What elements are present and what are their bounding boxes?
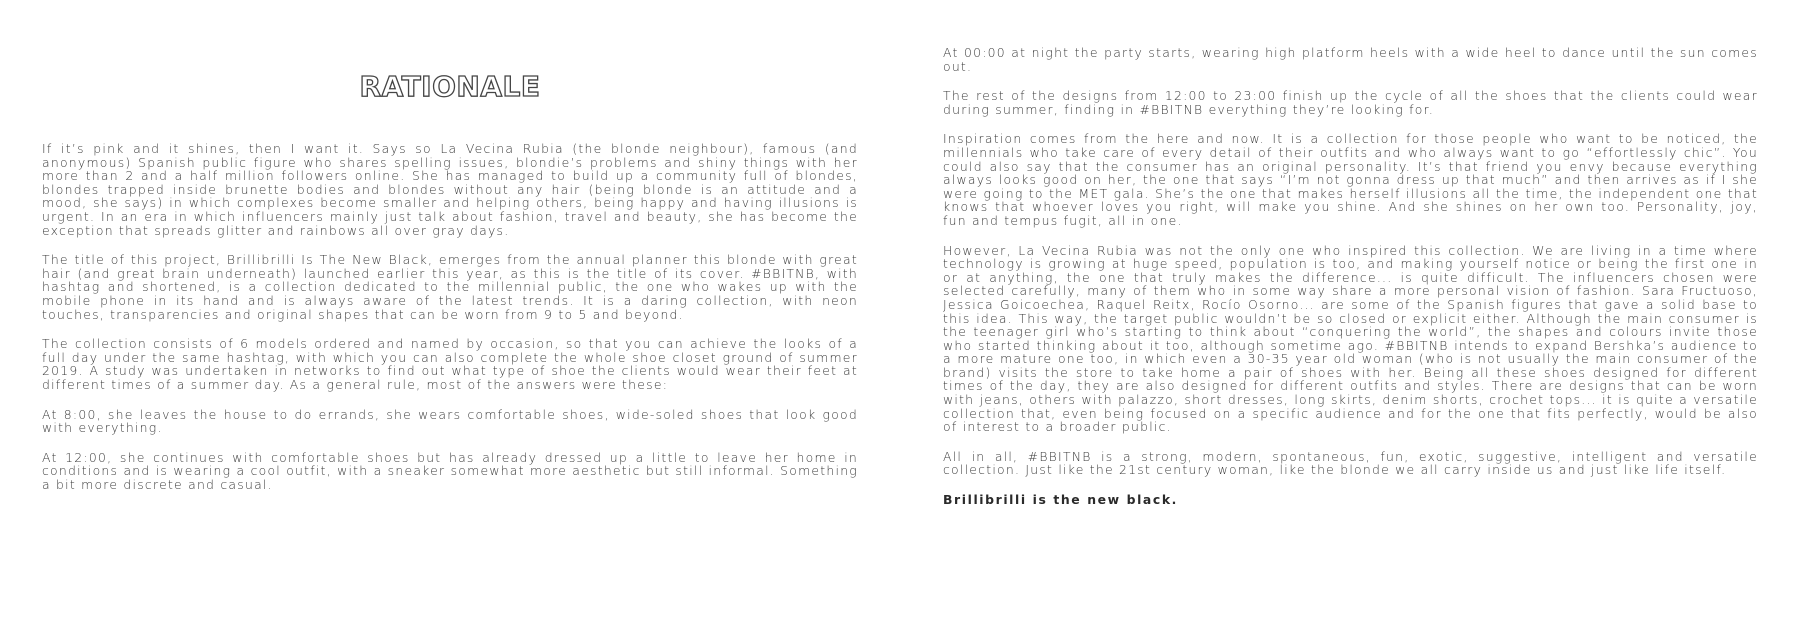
paragraph: If it’s pink and it shines, then I want it. Says so La Vecina Rubia (the blonde neighbour), famous (and anonymous) Spanish public figure who shares spelling issues, blondie’s problems and shiny things with her more than 2 and a half million followers online. She has managed to build up a community full of blondes, blondes trapped inside brunette bodies and blondes without any hair (being blonde is an attitude and a mood, she says) in which complexes become smaller and helping others, being happy and having illusions is urgent. In an era in which influencers mainly just talk about fashion, travel and beauty, she has become the exception that spreads glitter and rainbows all over gray days. xyxy=(42,141,858,238)
paragraph: At 00:00 at night the party starts, wearing high platform heels with a wide heel to dance until the sun comes out. xyxy=(943,45,1758,74)
paragraph: At 12:00, she continues with comfortable shoes but has already dressed up a little to leave her home in conditions and is wearing a cool outfit, with a sneaker somewhat more aesthetic but still informal. Something a bit more discrete and casual. xyxy=(42,449,858,492)
paragraph: The title of this project, Brillibrilli Is The New Black, emerges from the annual planner this blonde with great hair (and great brain underneath) launched earlier this year, as this is the title of its cover. #BBITNB, with hashtag and shortened, is a collection dedicated to the millennial public, the one who wakes up with the mobile phone in its hand and is always aware of the latest trends. It is a daring collection, with neon touches, transparencies and original shapes that can be worn from 9 to 5 and beyond. xyxy=(42,252,858,322)
paragraph: The collection consists of 6 models ordered and named by occasion, so that you can achieve the looks of a full day under the same hashtag, with which you can also complete the whole shoe closet ground of summer 2019. A study was undertaken in networks to find out what type of shoe the clients would wear their feet at different times of a summer day. As a general rule, most of the answers were these: xyxy=(42,336,858,392)
paragraph: Inspiration comes from the here and now. It is a collection for those people who want to be noticed, the millennials who take care of every detail of their outfits and who always want to go “effortlessly chic”. You could also say that the consumer has an original personality. It’s that friend you envy because everything always looks good on her, the one that says “I’m not gonna dress up that much” and then arrives as if I she were going to the MET gala. She’s the one that makes herself illusions all the time, the independent one that knows that whoever loves you right, will make you shine. And she shines on her own too. Personality, joy, fun and tempus fugit, all in one. xyxy=(943,131,1758,228)
paragraph: All in all, #BBITNB is a strong, modern, spontaneous, fun, exotic, suggestive, intelligent and versatile collection. Just like the 21st century woman, like the blonde we all carry inside us and just like life itself. xyxy=(943,448,1758,478)
paragraph: At 8:00, she leaves the house to do errands, she wears comfortable shoes, wide-soled shoes that look good with everything. xyxy=(42,406,858,436)
closing-line: Brillibrilli is the new black. xyxy=(943,492,1178,508)
left-column xyxy=(42,142,858,507)
right-column xyxy=(943,46,1758,523)
paragraph: The rest of the designs from 12:00 to 23:00 finish up the cycle of all the shoes that the clients could wear during summer, finding in #BBITNB everything they’re looking for. xyxy=(943,88,1758,117)
page-title: RATIONALE xyxy=(359,70,541,103)
paragraph: However, La Vecina Rubia was not the only one who inspired this collection. We are living in a time where technology is growing at huge speed, population is too, and making yourself notice or being the first one in or at anything, the one that truly makes the difference... is quite difficult. The influencers chosen were selected carefully, many of them who in some way share a more personal vision of fashion. Sara Fructuoso, Jessica Goicoechea, Raquel Reitx, Rocío Osorno... are some of the Spanish figures that gave a solid base to this idea. This way, the target public wouldn’t be so closed or explicit either. Although the main consumer is the teenager girl who’s starting to think about “conquering the world”, the shapes and colours invite those who started thinking about it too, although sometime ago. #BBITNB intends to expand Bershka’s audience to a more mature one too, in which even a 30-35 year old woman (who is not usually the main consumer of the brand) visits the store to take home a pair of shoes with her. Being all these shoes designed for different times of the day, they are also designed for different outfits and styles. There are designs that can be worn with jeans, others with palazzo, short dresses, long skirts, denim shorts, crochet tops... it is quite a versatile collection that, even being focused on a specific audience and for the one that fits perfectly, would be also of interest to a broader public. xyxy=(943,242,1758,435)
